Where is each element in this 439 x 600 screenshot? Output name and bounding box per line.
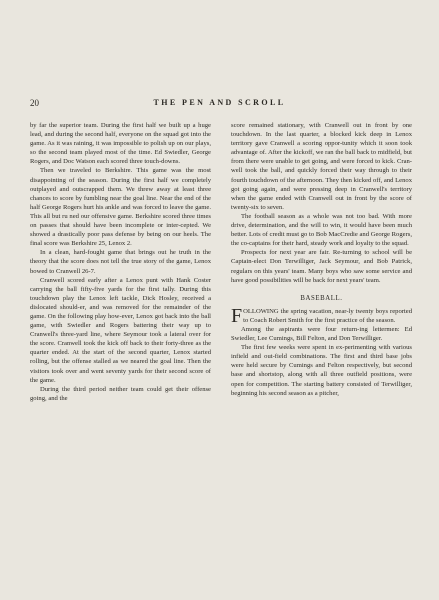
article-columns: [30, 121, 412, 403]
journal-title: THE PEN AND SCROLL: [153, 98, 286, 107]
dropcap-letter: F: [231, 304, 243, 327]
page-number: 20: [30, 98, 39, 108]
running-head: [30, 98, 409, 110]
left-column: [30, 121, 211, 403]
paragraph: by far the superior team. During the first half we built up a huge lead, and during the second half, everyone on the squad got into the game. As it was raining, it was impossible to polish up on our plays, so the second team played most of the time. Ed Swiedler, George Rogers, and Doc Watson each scored three touch-downs.: [30, 122, 211, 166]
paragraph: During the third period neither team could get their offense going, and the: [30, 385, 211, 402]
section-heading-baseball: BASEBALL.: [300, 294, 343, 302]
paragraph: Then we traveled to Berkshire. This game was the most disappointing of the season. During the first half we completely outplayed and outscrapped them. We threw away at least three chances to score by fumbling near the goal line. Near the end of the half George Rogers hurt his ankle and was forced to leave the game. This all but ru ned our offensive game. Berkshire scored three times on passes that should have been incomplete or inter-cepted. We showed a drastically poor pass defense by being on our heels. The final score was Berkshire 25, Lenox 2.: [30, 167, 211, 248]
right-column: [231, 121, 412, 403]
paragraph: The football season as a whole was not too bad. With more drive, determination, and the will to win, it would have been much better. Lots of credit must go to Bob MacCredie and George Rogers, the co-captains for their hard, steady work and loyalty to the squad.: [231, 212, 412, 248]
dropcap-text: OLLOWING the spring vacation, near-ly twenty boys reported to Coach Robert Smith for the first practice of the season.: [243, 307, 412, 324]
paragraph: score remained stationary, with Cranwell out in front by one touchdown. In the last quarter, a blocked kick deep in Lenox territory gave Cranwell a scoring oppor-tunity which it soon took advantage of. After the kickoff, we ran the ball back to midfield, but from there were unable to get going, and were forced to kick. Cran-well took the ball, and quickly forced their way through to their fourth touchdown of the afternoon. They then kicked off, and Lenox got going again, and were pressing deep in Cranwell's territory when the game ended with Cranwell out in front by the score of twenty-six to seven.: [231, 122, 412, 211]
paragraph: The first few weeks were spent in ex-perimenting with various infield and out-field combinations. The first and third base jobs were held secure by Cumings and Felton respectively, but second base and shortstop, along with all three outfield positions, were open for competition. The starting battery consisted of Terwilliger, beginning his second season as a pitcher,: [231, 344, 412, 397]
paragraph: In a clean, hard-fought game that brings out he truth in the theory that the score does not tell the true story of the game, Lenox bowed to Cranwell 26-7.: [30, 249, 211, 275]
paragraph: Prospects for next year are fair. Re-turning to school will be Captain-elect Don Terwilliger, Jack Seymour, and Bob Patrick, regulars on this years' team. Many boys who saw some service and have good possibilities will be back for next years' team.: [231, 249, 412, 284]
paragraph: Among the aspirants were four return-ing lettermen: Ed Swiedler, Lee Cumings, Bill Felton, and Don Terwilliger.: [231, 325, 412, 343]
dropcap-paragraph: [231, 304, 412, 327]
paragraph: Cranwell scored early after a Lenox punt with Hank Coster carrying the ball fifty-five yards for the first tally. During this touchdown play the Lenox left tackle, Dick Hosley, received a dislocated should-er, and was removed for the remainder of the game. On the following play how-ever, Lenox got back into the ball game, with Swiedler and Rogers battering their way up to Cranwell's three-yard line, where Seymour took a lateral over for the score. Cranwell took the kick off back to their forty-three as the quarter ended. At the start of the second quarter, Lenox started rolling, but the offense stalled as we neared the goal line. Then the visitors took over and went seventy yards for their second score of the game.: [30, 276, 211, 384]
